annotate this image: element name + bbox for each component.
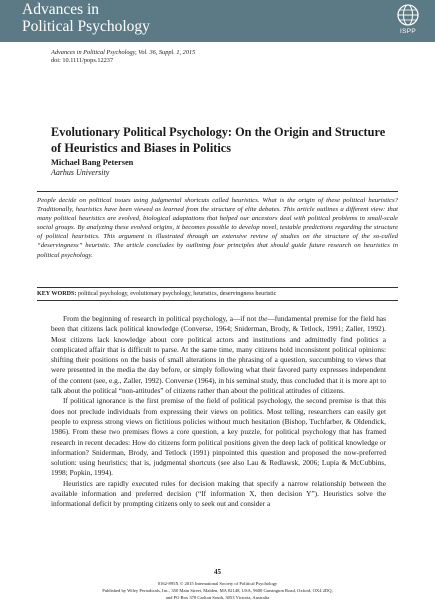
body-paragraph-1-rest: —fundamental premise for the field has been that citizens lack political knowledge (Converse, 1964; Sniderman, Brody, & Tetlock, 1991; Zaller, 1992). Most citizens lack knowledge about core political actors and institutions and admittedly find politics a complicated affair that is difficult to parse. At the same time, many citizens hold inconsistent political opinions: shifting their positions on the basis of small alterations in the phrasing of a question, succumbing to views that were presented in the media the day before, or simply following what their favored party expresses independent of the content (see, e.g., Zaller, 1992). Converse (1964), in his seminal study, thus concluded that it is more apt to talk about the political “non-attitudes” of citizens rather than about the political attitudes of citizens. xyxy=(51,314,386,396)
keywords xyxy=(37,290,398,298)
article-citation xyxy=(51,49,195,65)
body-paragraph-1-start: From the beginning of research in political psychology, a—if not xyxy=(63,314,259,323)
body-paragraph-1-emphasis: the xyxy=(258,314,268,323)
article-title: Evolutionary Political Psychology: On the Origin and Structure of Heuristics and Biases in Politics xyxy=(51,125,386,155)
journal-name xyxy=(22,1,150,35)
abstract: People decide on political issues using judgmental shortcuts called heuristics. What is the origin of these political heuristics? Traditionally, heuristics have been viewed as learned from the structure of elite debates. This article outlines a different view: that many political heuristics are evolved, biological adaptations that helped our ancestors deal with political problems in small-scale social groups. By analyzing these evolved origins, it becomes possible to develop novel, testable predictions regarding the structure of political heuristics. This argument is illustrated through an extensive review of studies on the structure of the so-called “deservingness” heuristic. The article concludes by outlining four principles that should guide future research on heuristics in political psychology. xyxy=(37,197,398,259)
journal-volume-info: Advances in Political Psychology, Vol. 36, Suppl. 1, 2015 xyxy=(51,49,196,56)
publisher-address-line: Published by Wiley Periodicals, Inc., 350 Main Street, Malden, MA 02148, USA, 9600 Garsington Road, Oxford, OX4 2DQ, xyxy=(102,588,333,593)
page-number: 45 xyxy=(214,568,221,576)
author-name: Michael Bang Petersen xyxy=(51,158,134,167)
body-paragraph-1 xyxy=(51,314,386,396)
keywords-bottom-rule xyxy=(37,300,398,301)
ispp-logo-text: ISPP xyxy=(399,28,416,35)
publisher-address-line-2: and PO Box 378 Carlton South, 3053 Victoria, Australia xyxy=(165,595,270,600)
publisher-footer xyxy=(40,580,395,601)
doi: doi: 10.1111/pops.12237 xyxy=(51,57,114,64)
copyright-line: 0162-895X © 2015 International Society of Political Psychology xyxy=(157,581,278,586)
abstract-top-rule xyxy=(37,191,398,192)
keywords-label: KEY WORDS: xyxy=(37,291,77,297)
author-affiliation: Aarhus University xyxy=(51,168,110,177)
ispp-logo xyxy=(393,3,423,39)
journal-header-band xyxy=(0,0,435,42)
body-paragraph-2: If political ignorance is the first premise of the field of political psychology, the second premise is that this does not preclude individuals from expressing their views on politics. Most telling, researchers can easily get people to express strong views on fictitious policies without much hesitation (Bishop, Tuchfarber, & Oldendick, 1986). From these two premises flows a core question, a key puzzle, for political psychology that has framed research in recent decades: How do citizens form political positions given the deep lack of political knowledge or information? Sniderman, Brody, and Tetlock (1991) pinpointed this question and proposed the now-preferred solution: using heuristics; that is, judgmental shortcuts (see also Lau & Redlawsk, 2006; Lupia & McCubbins, 1998; Popkin, 1994). xyxy=(51,396,386,478)
body-text xyxy=(51,314,386,510)
journal-name-line2: Political Psychology xyxy=(22,18,150,35)
keywords-text: political psychology, evolutionary psychology, heuristics, deservingness heuristic xyxy=(77,291,277,297)
body-paragraph-3: Heuristics are rapidly executed rules for decision making that specify a narrow relationship between the available information and preferred decision (“If information X, then decision Y”). Heuristics solve the informational deficit by prompting citizens only to seek out and consider a xyxy=(51,478,386,509)
keywords-top-rule xyxy=(37,287,398,288)
journal-name-line1: Advances in xyxy=(22,1,100,18)
globe-icon xyxy=(396,3,420,27)
